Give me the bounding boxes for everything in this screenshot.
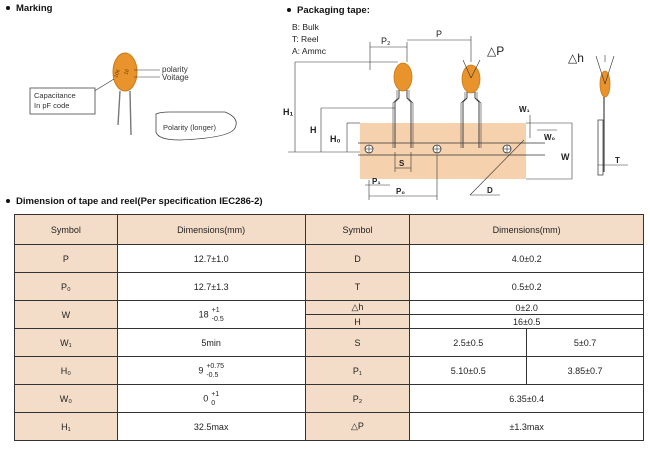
dimension-cell: 12.7±1.3 bbox=[117, 273, 305, 301]
tolerance-lower: 0 bbox=[211, 399, 216, 407]
tolerance bbox=[211, 390, 219, 408]
table-row bbox=[15, 413, 644, 441]
dimension-title-text: Dimension of tape and reel(Per specification IEC286-2) bbox=[16, 196, 263, 207]
bullet-icon bbox=[6, 199, 10, 203]
symbol-cell: △P bbox=[305, 413, 410, 441]
h1-label: H₁ bbox=[283, 107, 294, 117]
p-label: P bbox=[436, 29, 443, 39]
tolerance-lower: -0.5 bbox=[206, 371, 219, 379]
dimension-cell: 0±2.0 bbox=[410, 301, 644, 315]
pf-code-label: In pF code bbox=[34, 101, 70, 110]
capacitance-label: Capacitance bbox=[34, 91, 76, 100]
symbol-cell: P₀ bbox=[15, 273, 118, 301]
dimension-cell: 5min bbox=[117, 329, 305, 357]
dimension-cell: 6.35±0.4 bbox=[410, 385, 644, 413]
w1-label: W₁ bbox=[519, 105, 530, 114]
symbol-cell: W₁ bbox=[15, 329, 118, 357]
s-label: S bbox=[399, 159, 405, 168]
dimension-cell: 12.7±1.0 bbox=[117, 245, 305, 273]
symbol-cell: W bbox=[15, 301, 118, 329]
table-row bbox=[15, 301, 644, 315]
tolerance-upper: +1 bbox=[211, 390, 220, 398]
tolerance-upper: +1 bbox=[211, 306, 220, 314]
table-row bbox=[15, 329, 644, 357]
symbol-cell: H₀ bbox=[15, 357, 118, 385]
d-label: D bbox=[487, 186, 493, 195]
table-row bbox=[15, 245, 644, 273]
polarity-label: polarity bbox=[162, 65, 188, 74]
symbol-cell: S bbox=[305, 329, 410, 357]
dimension-cell: 3.85±0.7 bbox=[527, 357, 644, 385]
dimension-cell: 32.5max bbox=[117, 413, 305, 441]
tolerance-upper: +0.75 bbox=[206, 362, 225, 370]
symbol-cell: H bbox=[305, 315, 410, 329]
dimension-cell: 0.5±0.2 bbox=[410, 273, 644, 301]
symbol-cell: D bbox=[305, 245, 410, 273]
tape-illustration bbox=[360, 123, 526, 179]
w-label: W bbox=[561, 152, 570, 162]
p0-label: P₀ bbox=[396, 187, 405, 196]
tolerance bbox=[212, 306, 224, 324]
dimension-cell: 16±0.5 bbox=[410, 315, 644, 329]
packaging-title-text: Packaging tape: bbox=[297, 5, 370, 16]
marking-diagram bbox=[30, 53, 236, 140]
tolerance-lower: -0.5 bbox=[211, 315, 224, 323]
svg-text:106: 106 bbox=[113, 68, 122, 79]
symbol-cell: T bbox=[305, 273, 410, 301]
dimension-value: 18 bbox=[198, 308, 209, 319]
dimension-title bbox=[6, 196, 263, 207]
dimension-cell: 5±0.7 bbox=[527, 329, 644, 357]
dimension-cell: 4.0±0.2 bbox=[410, 245, 644, 273]
marking-title-text: Marking bbox=[16, 3, 53, 14]
table-row bbox=[15, 273, 644, 301]
dimension-value: 0 bbox=[203, 392, 209, 403]
header-symbol-2: Symbol bbox=[305, 215, 410, 245]
symbol-cell: P bbox=[15, 245, 118, 273]
symbol-cell: H₁ bbox=[15, 413, 118, 441]
packaging-option-ammo: A: Ammc bbox=[292, 46, 327, 56]
table-header-row bbox=[15, 215, 644, 245]
dimension-value: 9 bbox=[198, 364, 204, 375]
svg-text:16: 16 bbox=[123, 68, 131, 76]
diagrams bbox=[0, 0, 650, 200]
symbol-cell: P₂ bbox=[305, 385, 410, 413]
dimension-cell: 5.10±0.5 bbox=[410, 357, 527, 385]
packaging-option-bulk: B: Bulk bbox=[292, 22, 319, 32]
header-dimensions-2: Dimensions(mm) bbox=[410, 215, 644, 245]
dimensions-table bbox=[14, 214, 644, 441]
delta-p-label: △P bbox=[487, 44, 505, 58]
header-dimensions: Dimensions(mm) bbox=[117, 215, 305, 245]
dimension-cell: ±1.3max bbox=[410, 413, 644, 441]
dimension-cell: 2.5±0.5 bbox=[410, 329, 527, 357]
h0-label: H₀ bbox=[330, 134, 341, 144]
voltage-label: Voitage bbox=[162, 73, 189, 82]
p1-label: P₁ bbox=[372, 177, 381, 186]
table-row bbox=[15, 357, 644, 385]
symbol-cell: W₀ bbox=[15, 385, 118, 413]
table-row bbox=[15, 385, 644, 413]
dimension-cell bbox=[117, 385, 305, 413]
dimension-cell bbox=[117, 357, 305, 385]
t-label: T bbox=[615, 156, 620, 165]
p2-label: P₂ bbox=[381, 36, 391, 46]
symbol-cell: P₁ bbox=[305, 357, 410, 385]
tolerance bbox=[206, 362, 224, 380]
dimension-cell bbox=[117, 301, 305, 329]
packaging-option-reel: T: Reel bbox=[292, 34, 319, 44]
header-symbol: Symbol bbox=[15, 215, 118, 245]
polarity-longer-label: Polarity (longer) bbox=[163, 123, 216, 132]
packaging-diagram bbox=[283, 29, 628, 200]
delta-h-label: △h bbox=[568, 51, 584, 65]
symbol-cell: △h bbox=[305, 301, 410, 315]
h-label: H bbox=[310, 125, 317, 135]
w0-label: W₀ bbox=[544, 133, 556, 142]
